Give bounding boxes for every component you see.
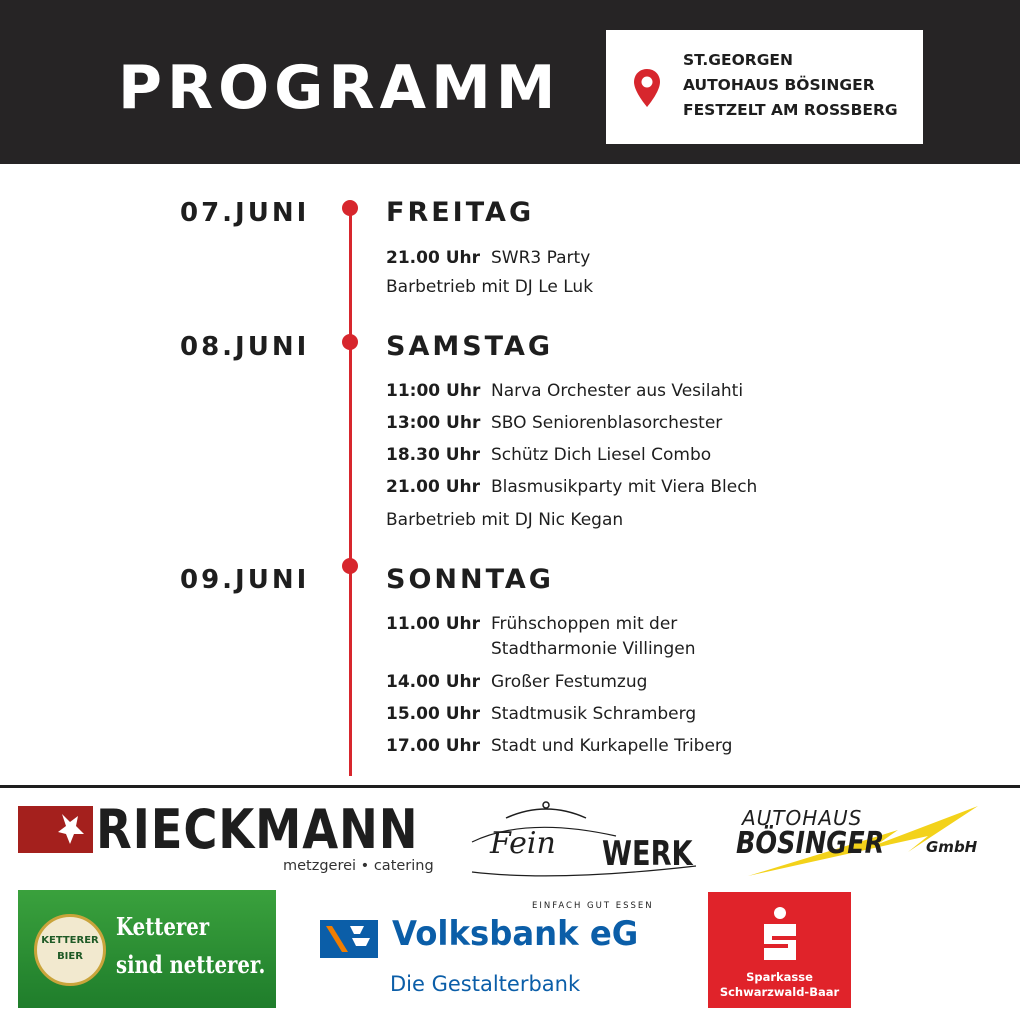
sponsor-feinwerk bbox=[466, 796, 706, 878]
event-time: 15.00 Uhr bbox=[386, 704, 480, 724]
event-row bbox=[386, 411, 722, 436]
sparkasse-line-1: Sparkasse bbox=[746, 970, 813, 984]
location-line-tent: FESTZELT AM ROSSBERG bbox=[683, 101, 898, 119]
event-time: 18.30 Uhr bbox=[386, 445, 480, 465]
volksbank-subtitle: Die Gestalterbank bbox=[390, 972, 581, 996]
location-line-venue: AUTOHAUS BÖSINGER bbox=[683, 76, 875, 94]
bull-head-icon bbox=[18, 806, 93, 853]
event-time: 11:00 Uhr bbox=[386, 381, 481, 401]
ketterer-line-2: sind netterer. bbox=[116, 950, 266, 979]
ketterer-badge bbox=[34, 914, 106, 986]
ketterer-badge-bottom: BIER bbox=[57, 951, 83, 962]
weekday-day-3: SONNTAG bbox=[386, 564, 554, 595]
autohaus-top: AUTOHAUS bbox=[742, 806, 863, 830]
event-desc-line-2: Stadtharmonie Villingen bbox=[491, 639, 696, 659]
event-time: 17.00 Uhr bbox=[386, 736, 480, 756]
event-desc: Blasmusikparty mit Viera Blech bbox=[491, 477, 758, 497]
sparkasse-line-2: Schwarzwald-Baar bbox=[719, 985, 840, 999]
feinwerk-bold: WERK bbox=[602, 834, 693, 874]
ketterer-line-1: Ketterer bbox=[116, 912, 210, 941]
date-day-3: 09.JUNI bbox=[180, 565, 310, 595]
event-note-day-1: Barbetrieb mit DJ Le Luk bbox=[386, 277, 594, 297]
sparkasse-s-icon bbox=[758, 906, 802, 964]
location-lines bbox=[683, 48, 898, 123]
location-line-city: ST.GEORGEN bbox=[683, 51, 793, 69]
header-bar bbox=[0, 0, 1020, 164]
event-desc: Schütz Dich Liesel Combo bbox=[491, 445, 712, 465]
volksbank-logo-icon bbox=[320, 920, 378, 958]
weekday-day-1: FREITAG bbox=[386, 197, 535, 228]
rieckmann-flag-logo bbox=[18, 806, 93, 853]
rieckmann-subtitle: metzgerei • catering bbox=[283, 858, 434, 874]
sponsor-ketterer bbox=[18, 890, 276, 1008]
location-box bbox=[606, 30, 923, 144]
event-row bbox=[386, 379, 743, 404]
event-desc: Großer Festumzug bbox=[491, 672, 648, 692]
rieckmann-name: RIECKMANN bbox=[96, 798, 419, 861]
timeline-dot-day-1 bbox=[342, 200, 358, 216]
event-row bbox=[386, 246, 590, 271]
event-desc: Stadt und Kurkapelle Triberg bbox=[491, 736, 733, 756]
event-row bbox=[386, 443, 711, 468]
event-note-day-2: Barbetrieb mit DJ Nic Kegan bbox=[386, 510, 624, 530]
event-time: 11.00 Uhr bbox=[386, 614, 480, 634]
autohaus-gmbh: GmbH bbox=[926, 838, 978, 856]
sponsor-sparkasse bbox=[708, 892, 851, 1008]
feinwerk-script: Fein bbox=[490, 826, 556, 861]
event-desc: SWR3 Party bbox=[491, 248, 591, 268]
autohaus-main: BÖSINGER bbox=[736, 826, 885, 861]
event-desc-line-1: Frühschoppen mit der bbox=[491, 614, 678, 634]
page-title: PROGRAMM bbox=[118, 53, 561, 123]
sponsor-divider bbox=[0, 785, 1020, 788]
event-desc: SBO Seniorenblasorchester bbox=[491, 413, 723, 433]
event-time: 13:00 Uhr bbox=[386, 413, 481, 433]
timeline-line bbox=[349, 205, 352, 776]
event-row bbox=[386, 670, 647, 695]
volksbank-tagline: EINFACH GUT ESSEN bbox=[532, 901, 654, 911]
date-day-2: 08.JUNI bbox=[180, 332, 310, 362]
event-time: 21.00 Uhr bbox=[386, 248, 480, 268]
event-time: 21.00 Uhr bbox=[386, 477, 480, 497]
timeline-dot-day-3 bbox=[342, 558, 358, 574]
event-row bbox=[386, 612, 695, 662]
ketterer-badge-top: KETTERER bbox=[41, 935, 99, 946]
event-time: 14.00 Uhr bbox=[386, 672, 480, 692]
map-pin-icon bbox=[632, 68, 662, 108]
event-row bbox=[386, 734, 732, 759]
event-desc bbox=[491, 612, 695, 662]
event-row bbox=[386, 475, 757, 500]
event-row bbox=[386, 702, 696, 727]
volksbank-name: Volksbank eG bbox=[392, 914, 639, 954]
event-desc: Stadtmusik Schramberg bbox=[491, 704, 697, 724]
date-day-1: 07.JUNI bbox=[180, 198, 310, 228]
timeline-dot-day-2 bbox=[342, 334, 358, 350]
event-desc: Narva Orchester aus Vesilahti bbox=[491, 381, 744, 401]
weekday-day-2: SAMSTAG bbox=[386, 331, 554, 362]
sponsor-autohaus bbox=[728, 804, 983, 884]
